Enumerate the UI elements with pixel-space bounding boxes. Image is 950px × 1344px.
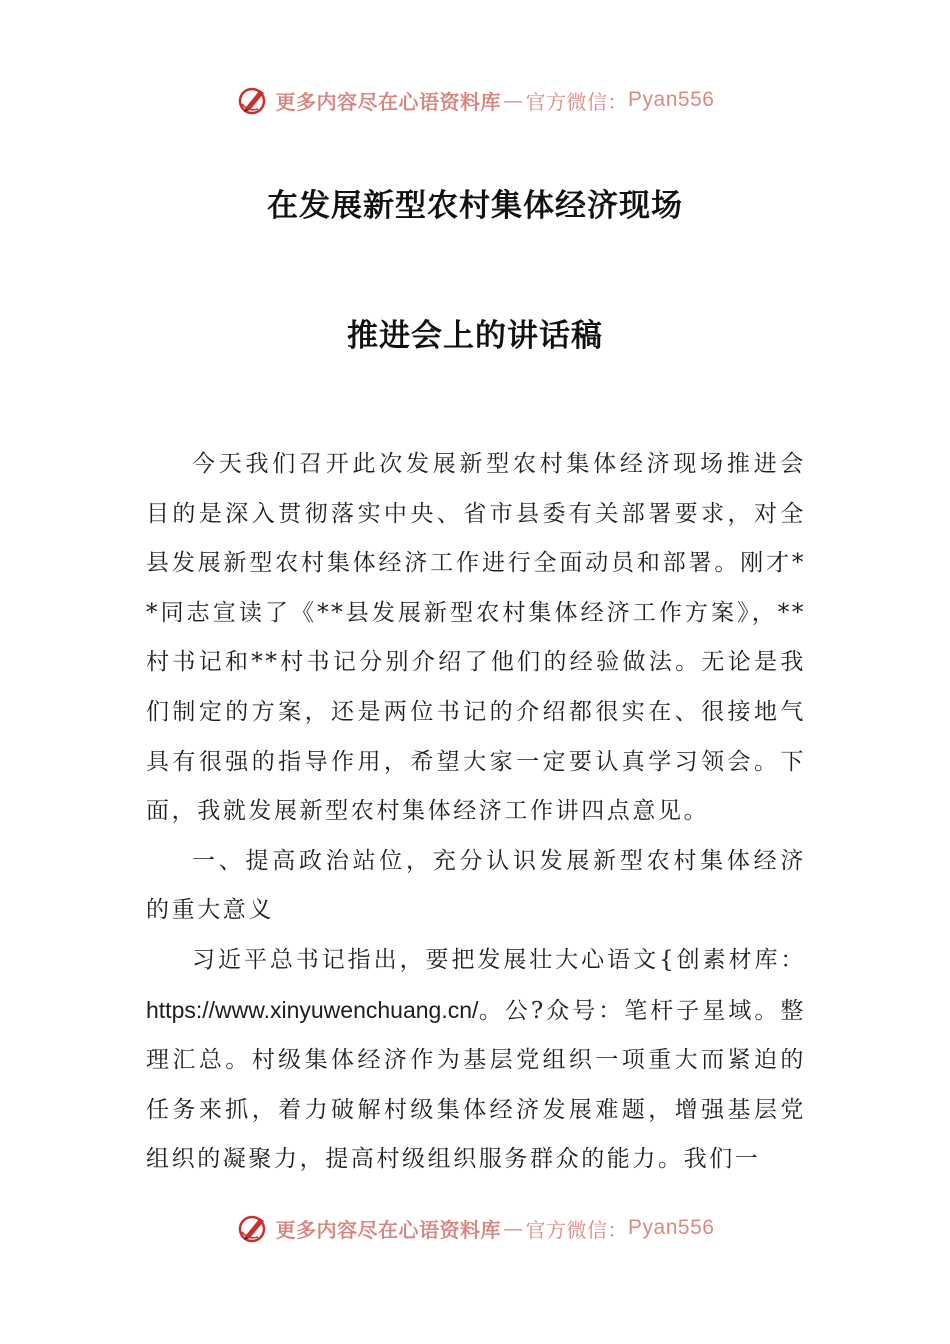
pen-logo-icon (236, 1210, 272, 1246)
pen-logo-icon (236, 82, 272, 118)
source-url-link[interactable]: https://www.xinyuwenchuang.cn/ (146, 996, 479, 1023)
brand-text: 更多内容尽在心语资料库 (275, 1217, 502, 1242)
wechat-id: Pyan556 (628, 1216, 715, 1239)
brand-text: 更多内容尽在心语资料库 (275, 89, 502, 114)
section-heading-1: 一、提高政治站位，充分认识发展新型农村集体经济的重大意义 (146, 847, 806, 924)
banner-separator: — (503, 1216, 524, 1240)
header-watermark-banner (0, 80, 950, 120)
wechat-label: 官方微信： (525, 89, 629, 114)
paragraph-intro: 今天我们召开此次发展新型农村集体经济现场推进会目的是深入贯彻落实中央、省市县委有关部署要求，对全县发展新型农村集体经济工作进行全面动员和部署。刚才**同志宣读了《**县发展新型农村集体经济工作方案》，**村书记和**村书记分别介绍了他们的经验做法。无论是我们制定的方案，还是两位书记的介绍都很实在、很接地气具有很强的指导作用，希望大家一定要认真学习领会。下面，我就发展新型农村集体经济工作讲四点意见。 (146, 451, 806, 825)
paragraph-quote-rest: 。公?众号：笔杆子星域。整理汇总。村级集体经济作为基层党组织一项重大而紧迫的任务来抓，着力破解村级集体经济发展难题，增强基层党组织的凝聚力，提高村级组织服务群众的能力。我们一 (146, 997, 806, 1173)
paragraph-quote-start: 习近平总书记指出，要把发展壮大心语文{创素材库： (192, 946, 806, 973)
document-title-line-1: 在发展新型农村集体经济现场 (267, 188, 683, 224)
footer-watermark-banner (0, 1208, 950, 1248)
wechat-label: 官方微信： (525, 1217, 629, 1242)
wechat-id: Pyan556 (628, 88, 715, 111)
document-body (146, 440, 806, 1185)
document-title-line-2: 推进会上的讲话稿 (347, 318, 603, 354)
paragraph-quote (146, 936, 806, 1185)
banner-separator: — (503, 88, 524, 112)
